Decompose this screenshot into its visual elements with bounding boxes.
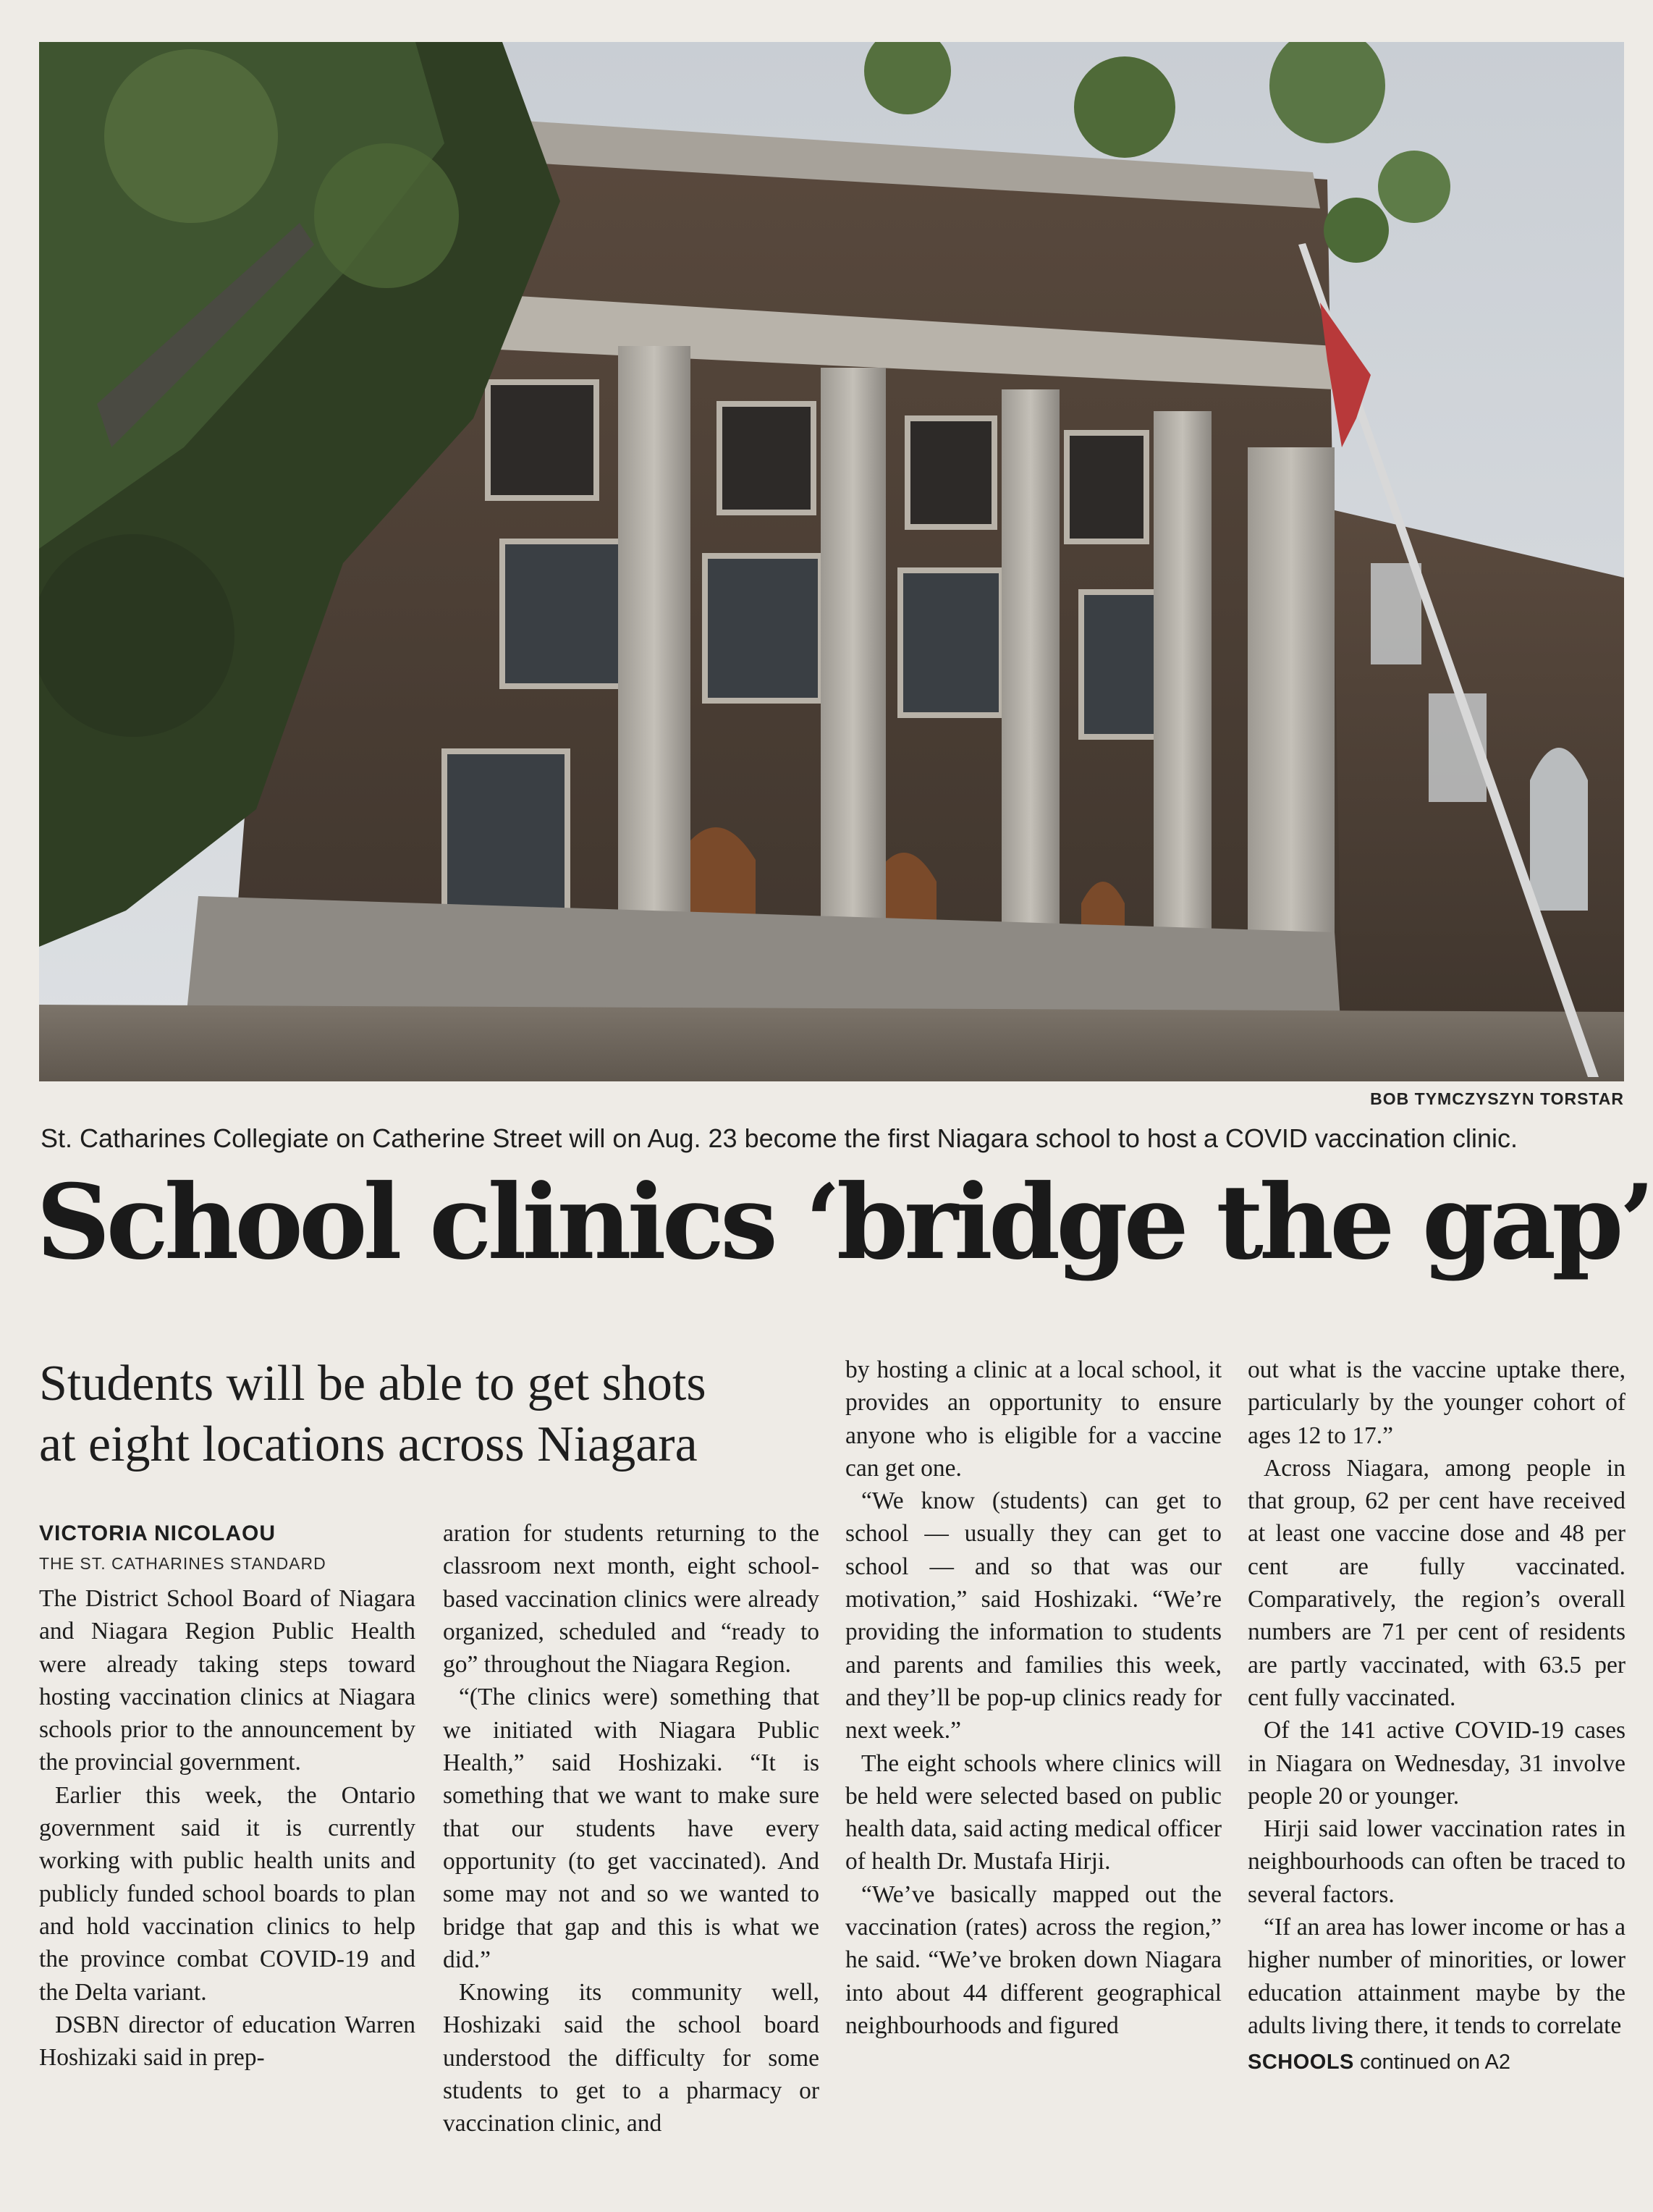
paragraph: “We know (students) can get to school — usually they can get to school — and so that was our motivation,” said Hoshizaki. “We’re providing the information to students and parents and families this week, and they’ll be pop-up clinics ready for next week.” <box>845 1487 1222 1744</box>
paragraph: Knowing its community well, Hoshizaki said the school board understood the difficulty for some students to get to a pharmacy or vaccination clinic, and <box>443 1979 819 2137</box>
paragraph: The eight schools where clinics will be held were selected based on public health data, said acting medical officer of health Dr. Mustafa Hirji. <box>845 1749 1222 1875</box>
school-photo <box>39 42 1624 1081</box>
collegiate-building-illustration <box>39 42 1624 1081</box>
paragraph: DSBN director of education Warren Hoshizaki said in prep- <box>39 2011 415 2072</box>
jump-line <box>1248 2046 1625 2079</box>
jump-label: SCHOOLS <box>1248 2051 1354 2074</box>
paragraph: out what is the vaccine uptake there, particularly by the younger cohort of ages 12 to 17.” <box>1248 1356 1625 1449</box>
headline: School clinics ‘bridge the gap’ <box>36 1162 1651 1283</box>
paragraph: “If an area has lower income or has a higher number of minorities, or lower education attainment maybe by the adults living there, it tends to correlate <box>1248 1914 1625 2039</box>
byline-outlet: THE ST. CATHARINES STANDARD <box>39 1554 326 1573</box>
article-column-2 <box>443 1517 819 2140</box>
paragraph: aration for students returning to the classroom next month, eight school-based vaccination clinics were already organized, scheduled and “ready to go” throughout the Niagara Region. <box>443 1520 819 1679</box>
paragraph: “We’ve basically mapped out the vaccination (rates) across the region,” he said. “We’ve broken down Niagara into about 44 different geographical neighbourhoods and figured <box>845 1880 1222 2039</box>
paragraph: Of the 141 active COVID-19 cases in Niagara on Wednesday, 31 involve people 20 or younger. <box>1248 1717 1625 1810</box>
deck-subheadline <box>39 1354 835 1475</box>
paragraph: Hirji said lower vaccination rates in neighbourhoods can often be traced to several factors. <box>1248 1815 1625 1908</box>
paragraph: The District School Board of Niagara and Niagara Region Public Health were already taking steps toward hosting vaccination clinics at Niagara schools prior to the announcement by the provincial government. <box>39 1585 415 1776</box>
article-column-3 <box>845 1354 1222 2042</box>
article-column-1 <box>39 1582 415 2074</box>
paragraph: Earlier this week, the Ontario government said it is currently working with public health units and publicly funded school boards to plan and hold vaccination clinics to help the province combat COVID-19 and the Delta variant. <box>39 1781 415 2006</box>
byline-author: VICTORIA NICOLAOU <box>39 1521 276 1545</box>
jump-text: continued on A2 <box>1359 2051 1510 2074</box>
paragraph: “(The clinics were) something that we initiated with Niagara Public Health,” said Hoshizaki. “It is something that we want to make sure that our students have every opportunity (to get vaccinated). And some may not and so we wanted to bridge that gap and this is what we did.” <box>443 1684 819 1973</box>
photo-caption: St. Catharines Collegiate on Catherine Street will on Aug. 23 become the first Niagara school to host a COVID vaccination clinic. <box>41 1123 1518 1153</box>
paragraph: Across Niagara, among people in that group, 62 per cent have received at least one vaccine dose and 48 per cent are fully vaccinated. Comparatively, the region’s overall numbers are 71 per cent of residents are partly vaccinated, with 63.5 per cent fully vaccinated. <box>1248 1454 1625 1711</box>
paragraph: by hosting a clinic at a local school, it provides an opportunity to ensure anyone who is eligible for a vaccine can get one. <box>845 1356 1222 1482</box>
deck-line: at eight locations across Niagara <box>39 1417 698 1472</box>
photo-credit: BOB TYMCZYSZYN TORSTAR <box>1370 1089 1624 1108</box>
article-column-4 <box>1248 1354 1625 2080</box>
deck-line: Students will be able to get shots <box>39 1356 706 1411</box>
